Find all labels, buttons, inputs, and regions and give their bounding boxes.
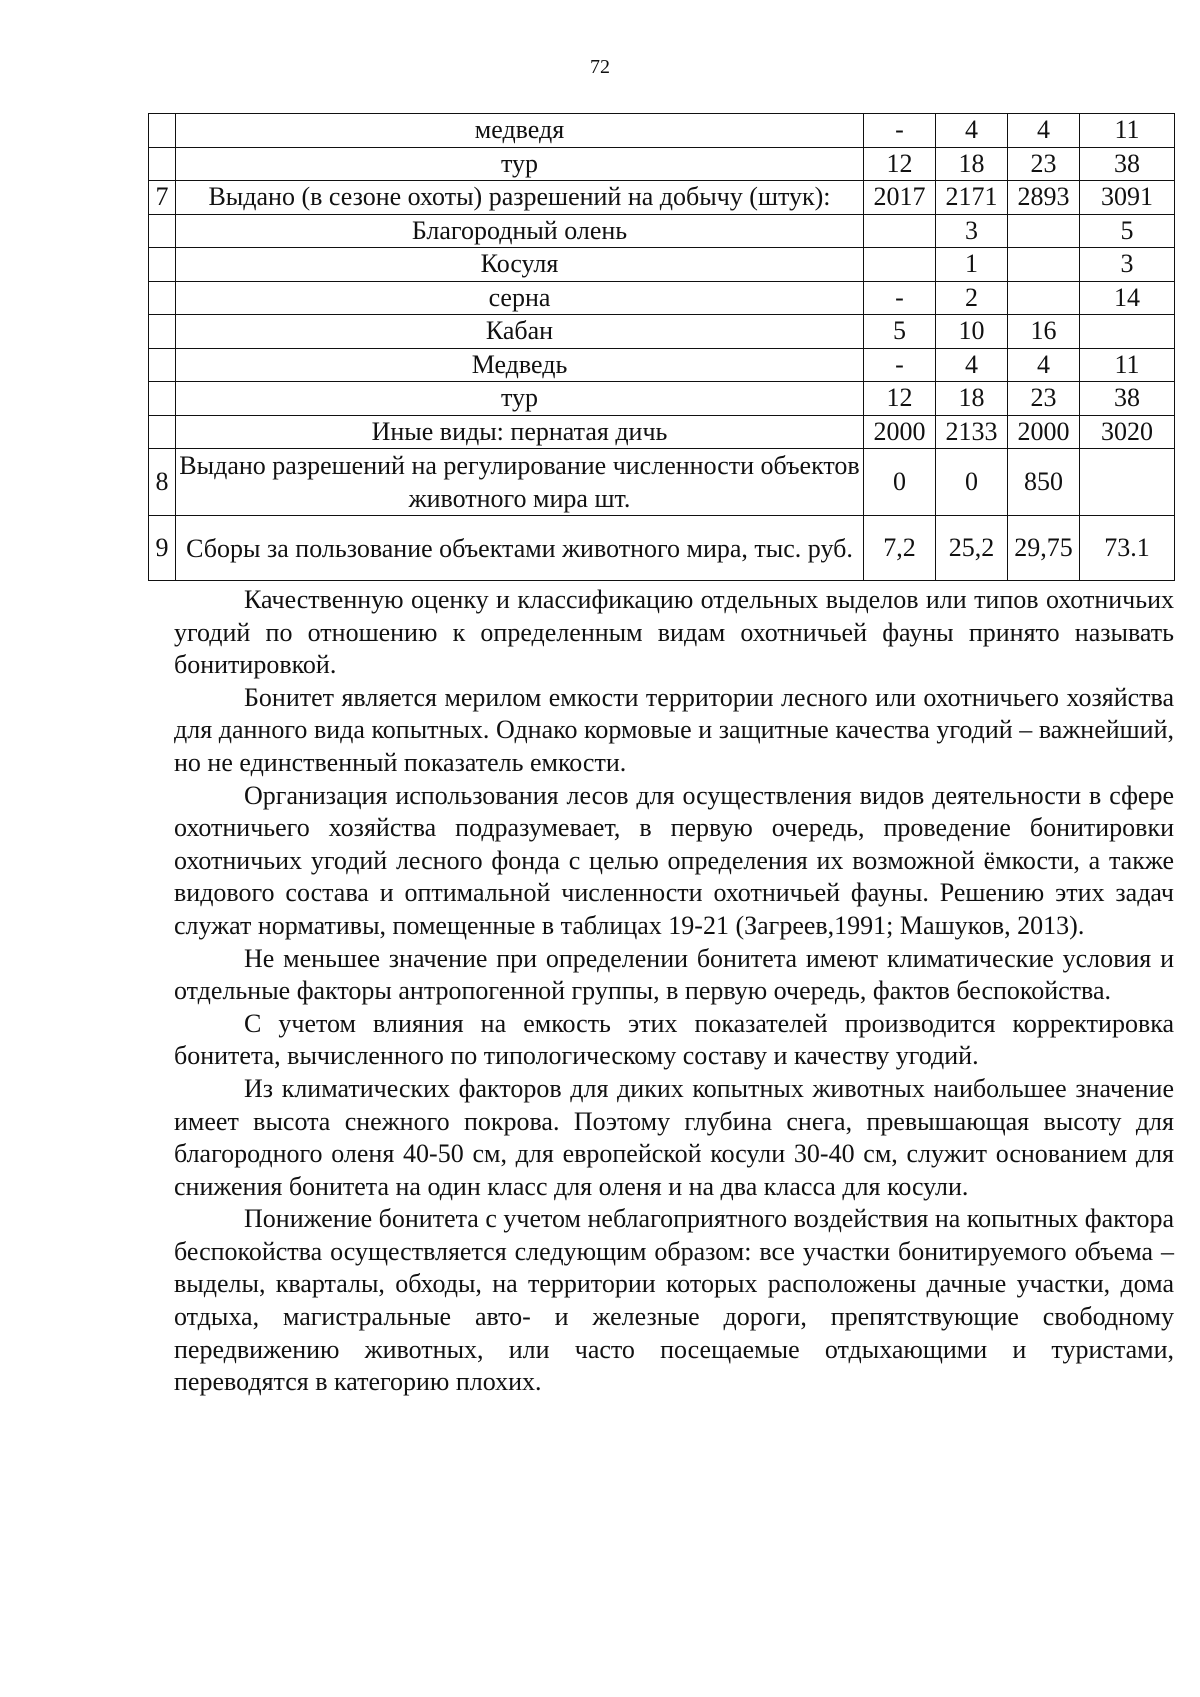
value-cell [1080, 315, 1175, 349]
table-row [149, 281, 1175, 315]
value-cell: 5 [864, 315, 936, 349]
value-cell: 11 [1080, 348, 1175, 382]
value-cell: 4 [1008, 114, 1080, 148]
table-row [149, 315, 1175, 349]
value-cell: 2 [936, 281, 1008, 315]
row-label-cell: тур [176, 147, 864, 181]
body-text [174, 584, 1174, 1399]
row-number-cell [149, 248, 176, 282]
table-row [149, 516, 1175, 581]
paragraph: С учетом влияния на емкость этих показателей производится корректировка бонитета, вычисленного по типологическому составу и качеству угодий. [174, 1008, 1174, 1071]
row-number-cell [149, 348, 176, 382]
value-cell: 16 [1008, 315, 1080, 349]
value-cell: 3 [1080, 248, 1175, 282]
value-cell: 18 [936, 147, 1008, 181]
statistics-table [148, 113, 1175, 581]
table-row [149, 348, 1175, 382]
value-cell [864, 214, 936, 248]
row-label-cell: Выдано разрешений на регулирование численности объектов животного мира шт. [176, 449, 864, 516]
row-number-cell [149, 315, 176, 349]
row-number-cell [149, 415, 176, 449]
value-cell: 23 [1008, 382, 1080, 416]
paragraph: Организация использования лесов для осуществления видов деятельности в сфере охотничьего хозяйства подразумевает, в первую очередь, проведение бонитировки охотничьих угодий лесного фонда с целью определения их возможной ёмкости, а также видового состава и оптимальной численности охотничьей фауны. Решению этих задач служат нормативы, помещенные в таблицах 19-21 (Загреев,1991; Машуков, 2013). [174, 780, 1174, 940]
value-cell: - [864, 114, 936, 148]
value-cell: 73.1 [1080, 516, 1175, 581]
value-cell: 4 [1008, 348, 1080, 382]
row-number-cell: 9 [149, 516, 176, 581]
table-row [149, 147, 1175, 181]
row-label-cell: Косуля [176, 248, 864, 282]
table-row [149, 248, 1175, 282]
value-cell: 850 [1008, 449, 1080, 516]
table-row [149, 415, 1175, 449]
row-label-cell: серна [176, 281, 864, 315]
value-cell: 5 [1080, 214, 1175, 248]
value-cell: 2017 [864, 181, 936, 215]
row-number-cell [149, 147, 176, 181]
value-cell: 2000 [1008, 415, 1080, 449]
value-cell: 23 [1008, 147, 1080, 181]
row-label-cell: Выдано (в сезоне охоты) разрешений на добычу (штук): [176, 181, 864, 215]
row-number-cell [149, 114, 176, 148]
value-cell: - [864, 348, 936, 382]
value-cell: 38 [1080, 382, 1175, 416]
value-cell: 10 [936, 315, 1008, 349]
value-cell: 2893 [1008, 181, 1080, 215]
table-row [149, 214, 1175, 248]
value-cell: 12 [864, 147, 936, 181]
value-cell: 7,2 [864, 516, 936, 581]
table-row [149, 449, 1175, 516]
row-number-cell: 7 [149, 181, 176, 215]
row-label-cell: Благородный олень [176, 214, 864, 248]
value-cell: 4 [936, 348, 1008, 382]
paragraph: Бонитет является мерилом емкости территории лесного или охотничьего хозяйства для данного вида копытных. Однако кормовые и защитные качества угодий – важнейший, но не единственный показатель емкости. [174, 682, 1174, 777]
row-number-cell [149, 281, 176, 315]
value-cell: 3020 [1080, 415, 1175, 449]
value-cell: 2171 [936, 181, 1008, 215]
paragraph: Понижение бонитета с учетом неблагоприятного воздействия на копытных фактора беспокойства осуществляется следующим образом: все участки бонитируемого объема – выделы, кварталы, обходы, на территории которых расположены дачные участки, дома отдыха, магистральные авто- и железные дороги, препятствующие свободному передвижению животных, или часто посещаемые отдыхающими и туристами, переводятся в категорию плохих. [174, 1204, 1174, 1397]
value-cell: 25,2 [936, 516, 1008, 581]
value-cell: 2000 [864, 415, 936, 449]
value-cell: 1 [936, 248, 1008, 282]
value-cell [1080, 449, 1175, 516]
value-cell: - [864, 281, 936, 315]
value-cell: 38 [1080, 147, 1175, 181]
value-cell: 18 [936, 382, 1008, 416]
row-label-cell: Сборы за пользование объектами животного мира, тыс. руб. [176, 516, 864, 581]
paragraph: Качественную оценку и классификацию отдельных выделов или типов охотничьих угодий по отношению к определенным видам охотничьей фауны принято называть бонитировкой. [174, 585, 1174, 680]
value-cell: 0 [864, 449, 936, 516]
table-body [149, 114, 1175, 581]
value-cell: 0 [936, 449, 1008, 516]
paragraph: Из климатических факторов для диких копытных животных наибольшее значение имеет высота снежного покрова. Поэтому глубина снега, превышающая высоту для благородного оленя 40-50 см, для европейской косули 30-40 см, служит основанием для снижения бонитета на один класс для оленя и на два класса для косули. [174, 1073, 1174, 1201]
paragraph: Не меньшее значение при определении бонитета имеют климатические условия и отдельные факторы антропогенной группы, в первую очередь, фактов беспокойства. [174, 943, 1174, 1006]
row-number-cell: 8 [149, 449, 176, 516]
value-cell [864, 248, 936, 282]
table-row [149, 114, 1175, 148]
row-label-cell: Иные виды: пернатая дичь [176, 415, 864, 449]
row-number-cell [149, 214, 176, 248]
row-label-cell: медведя [176, 114, 864, 148]
value-cell: 12 [864, 382, 936, 416]
table-row [149, 181, 1175, 215]
page-number: 72 [590, 56, 610, 78]
value-cell: 2133 [936, 415, 1008, 449]
row-label-cell: тур [176, 382, 864, 416]
row-label-cell: Медведь [176, 348, 864, 382]
value-cell: 14 [1080, 281, 1175, 315]
value-cell: 3091 [1080, 181, 1175, 215]
table-row [149, 382, 1175, 416]
value-cell: 29,75 [1008, 516, 1080, 581]
value-cell: 11 [1080, 114, 1175, 148]
value-cell [1008, 214, 1080, 248]
row-label-cell: Кабан [176, 315, 864, 349]
value-cell: 4 [936, 114, 1008, 148]
value-cell: 3 [936, 214, 1008, 248]
value-cell [1008, 281, 1080, 315]
row-number-cell [149, 382, 176, 416]
value-cell [1008, 248, 1080, 282]
